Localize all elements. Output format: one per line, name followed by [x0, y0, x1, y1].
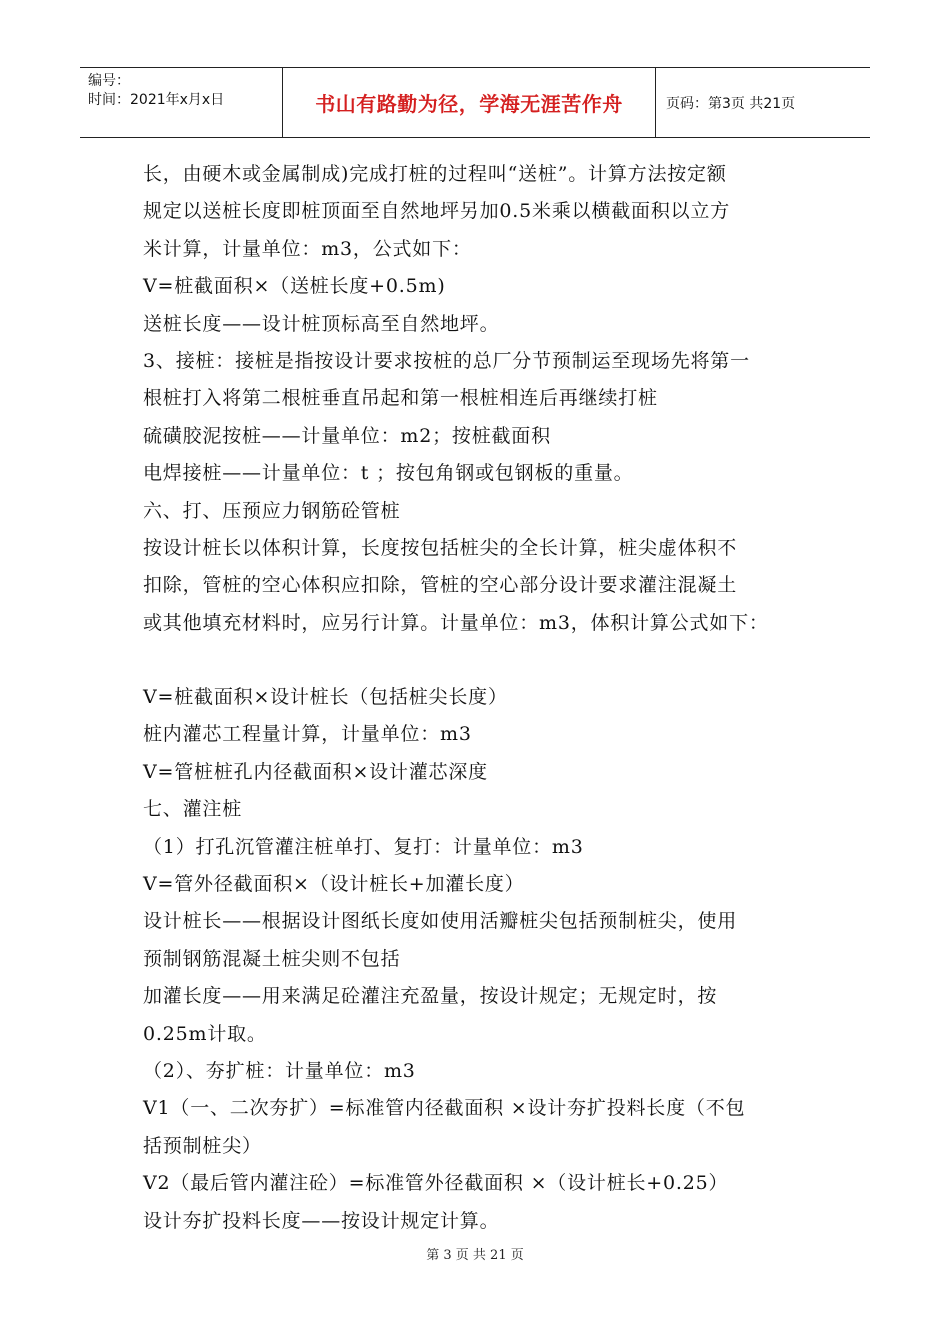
- section-heading: 七、灌注桩: [143, 798, 243, 821]
- blank-line: [143, 642, 823, 679]
- header-motto: 书山有路勤为径，学海无涯苦作舟: [315, 92, 623, 116]
- formula-line: V=管外径截面积×（设计桩长+加灌长度）: [143, 873, 525, 896]
- body-line: 米计算，计量单位：m3，公式如下：: [143, 237, 472, 260]
- formula-line: V=管桩桩孔内径截面积×设计灌芯深度: [143, 760, 488, 783]
- header-meta: [80, 68, 283, 137]
- body-line: 按设计桩长以体积计算，长度按包括桩尖的全长计算，桩尖虚体积不: [143, 536, 738, 559]
- body-line: 加灌长度——用来满足砼灌注充盈量，按设计规定；无规定时，按: [143, 985, 718, 1008]
- document-body: [143, 156, 823, 1240]
- body-line: 扣除，管桩的空心体积应扣除，管桩的空心部分设计要求灌注混凝土: [143, 574, 738, 597]
- body-line: 预制钢筋混凝土桩尖则不包括: [143, 947, 401, 970]
- body-line: 3、接桩：接桩是指按设计要求按桩的总厂分节预制运至现场先将第一: [143, 349, 750, 372]
- body-line: （2）、夯扩桩：计量单位：m3: [143, 1059, 416, 1082]
- doc-number-label: 编号：: [88, 73, 130, 89]
- body-line: 设计桩长——根据设计图纸长度如使用活瓣桩尖包括预制桩尖，使用: [143, 910, 738, 933]
- header-page-info: 页码：第3页 共21页: [666, 95, 796, 112]
- formula-line: V1（一、二次夯扩）=标准管内径截面积 ×设计夯扩投料长度（不包: [143, 1097, 746, 1120]
- body-line: 电焊接桩——计量单位：t ；按包角钢或包钢板的重量。: [143, 462, 634, 485]
- header-motto-cell: [283, 68, 656, 137]
- body-line: 根桩打入将第二根桩垂直吊起和第一根桩相连后再继续打桩: [143, 387, 658, 410]
- body-line: （1）打孔沉管灌注桩单打、复打：计量单位：m3: [143, 835, 584, 858]
- body-line: 长，由硬木或金属制成)完成打桩的过程叫“送桩”。计算方法按定额: [143, 163, 727, 185]
- page-footer: 第 3 页 共 21 页: [426, 1248, 524, 1263]
- body-line: 括预制桩尖）: [143, 1134, 262, 1157]
- formula-line: V=桩截面积×（送桩长度+0.5m): [143, 275, 446, 298]
- body-line: 桩内灌芯工程量计算，计量单位：m3: [143, 723, 472, 746]
- body-line: 送桩长度——设计桩顶标高至自然地坪。: [143, 312, 500, 335]
- body-line: 0.25m计取。: [143, 1022, 267, 1045]
- section-heading: 六、打、压预应力钢筋砼管桩: [143, 499, 401, 522]
- body-line: 硫磺胶泥按桩——计量单位：m2；按桩截面积: [143, 424, 551, 447]
- body-line: 规定以送桩长度即桩顶面至自然地坪另加0.5米乘以横截面积以立方: [143, 200, 731, 223]
- document-header: [80, 67, 870, 138]
- body-line: 或其他填充材料时，应另行计算。计量单位：m3，体积计算公式如下：: [143, 611, 769, 634]
- body-line: 设计夯扩投料长度——按设计规定计算。: [143, 1209, 500, 1232]
- formula-line: V=桩截面积×设计桩长（包括桩尖长度）: [143, 686, 508, 709]
- doc-date: 时间：2021年x月x日: [88, 92, 225, 108]
- formula-line: V2（最后管内灌注砼）=标准管外径截面积 ×（设计桩长+0.25）: [143, 1172, 729, 1195]
